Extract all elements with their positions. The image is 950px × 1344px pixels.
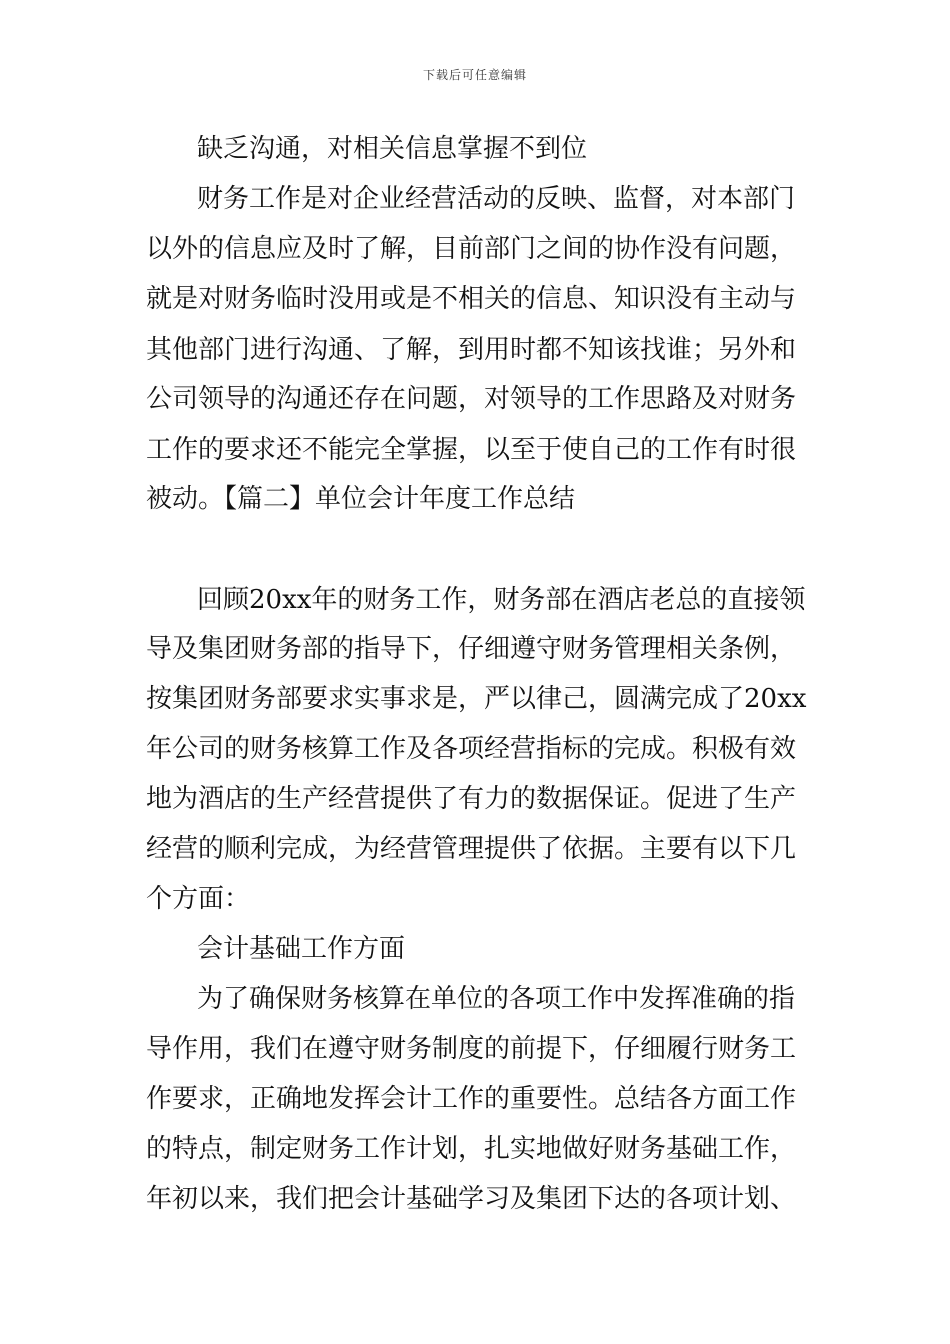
text-line: 缺乏沟通，对相关信息掌握不到位 [197, 134, 588, 164]
text-line: 导及集团财务部的指导下，仔细遵守财务管理相关条例， [146, 634, 797, 664]
text-line: 导作用，我们在遵守财务制度的前提下，仔细履行财务工 [146, 1034, 797, 1064]
text-line: 以外的信息应及时了解，目前部门之间的协作没有问题， [146, 234, 797, 264]
text-line: 就是对财务临时没用或是不相关的信息、知识没有主动与 [146, 284, 797, 314]
text-line: 的特点，制定财务工作计划，扎实地做好财务基础工作， [146, 1134, 797, 1164]
text-line: 年公司的财务核算工作及各项经营指标的完成。积极有效 [146, 734, 797, 764]
text-line: 其他部门进行沟通、了解，到用时都不知该找谁；另外和 [146, 335, 797, 365]
text-line: 按集团财务部要求实事求是，严以律己，圆满完成了20xx [146, 684, 807, 714]
text-line: 年初以来，我们把会计基础学习及集团下达的各项计划、 [146, 1184, 797, 1214]
text-line: 作要求，正确地发挥会计工作的重要性。总结各方面工作 [146, 1084, 797, 1114]
section-heading: 会计基础工作方面 [197, 934, 406, 964]
download-note: 下载后可任意编辑 [422, 68, 527, 82]
text-line: 工作的要求还不能完全掌握，以至于使自己的工作有时很 [146, 435, 797, 465]
text-line: 为了确保财务核算在单位的各项工作中发挥准确的指 [197, 984, 796, 1014]
text-line: 回顾20xx年的财务工作，财务部在酒店老总的直接领 [197, 585, 806, 615]
text-line: 公司领导的沟通还存在问题，对领导的工作思路及对财务 [146, 384, 797, 414]
text-line: 个方面： [146, 884, 251, 914]
text-line: 经营的顺利完成，为经营管理提供了依据。主要有以下几 [146, 834, 797, 864]
text-line: 地为酒店的生产经营提供了有力的数据保证。促进了生产 [146, 784, 797, 814]
text-line: 被动。【篇二】单位会计年度工作总结 [146, 484, 576, 514]
text-line: 财务工作是对企业经营活动的反映、监督，对本部门 [197, 184, 796, 214]
